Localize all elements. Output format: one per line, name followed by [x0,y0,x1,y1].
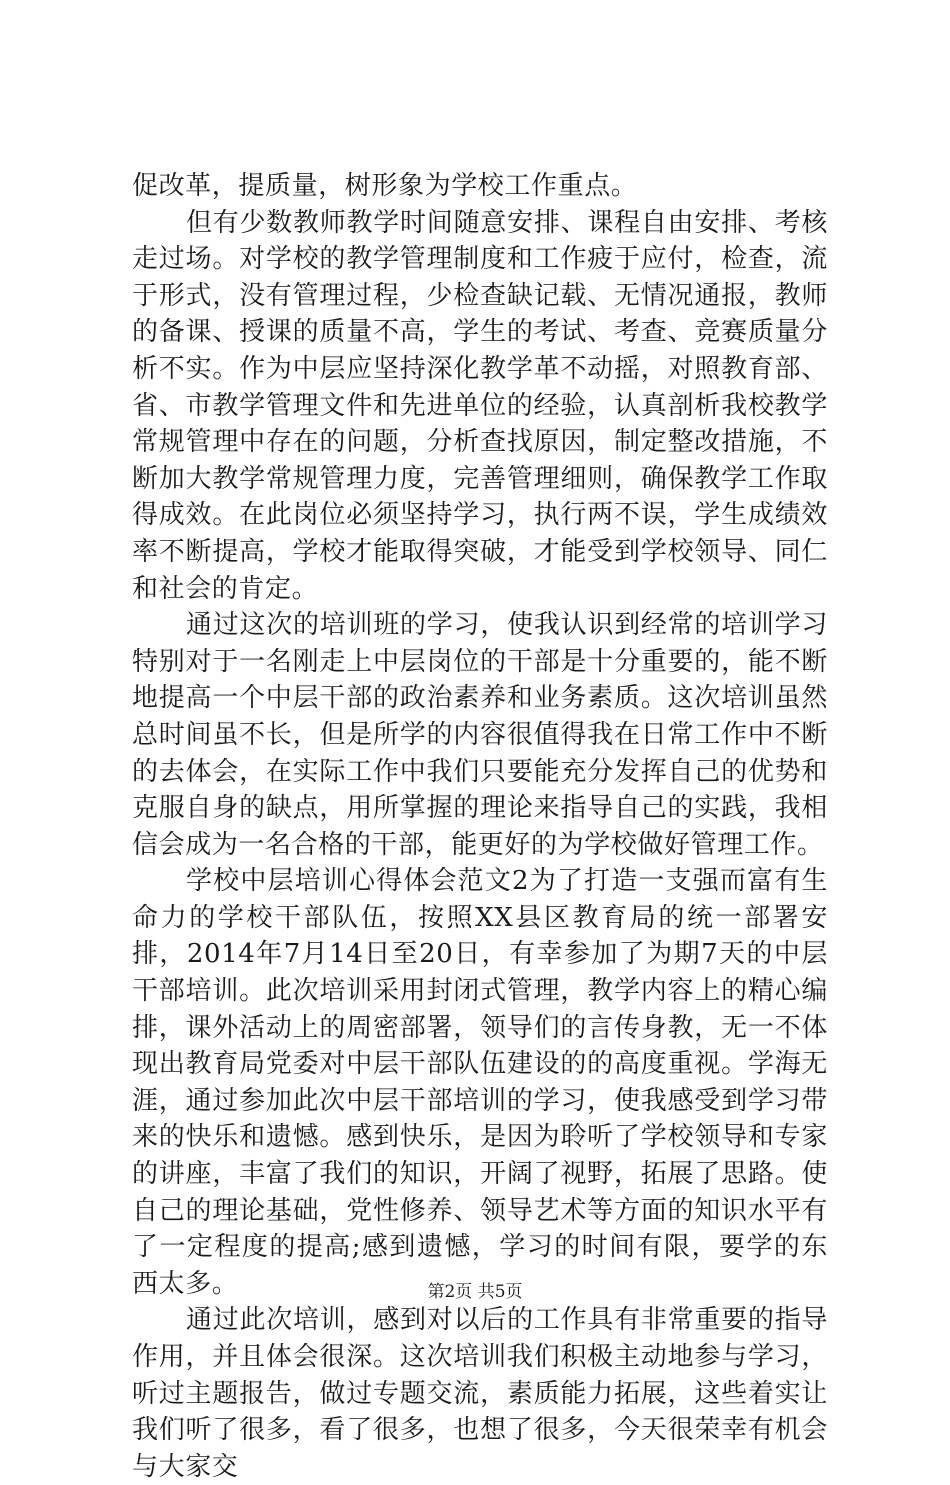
paragraph-3: 通过这次的培训班的学习，使我认识到经常的培训学习特别对于一名刚走上中层岗位的干部是十分重要的，能不断地提高一个中层干部的政治素养和业务素质。这次培训虽然总时间虽不长，但是所学的内容很值得我在日常工作中不断的去体会，在实际工作中我们只要能充分发挥自己的优势和克服自身的缺点，用所掌握的理论来指导自己的实践，我相信会成为一名合格的干部，能更好的为学校做好管理工作。 [132,610,828,860]
paragraph-4: 学校中层培训心得体会范文2为了打造一支强而富有生命力的学校干部队伍，按照XX县区教育局的统一部署安排，2014年7月14日至20日，有幸参加了为期7天的中层干部培训。此次培训采用封闭式管理，教学内容上的精心编排，课外活动上的周密部署，领导们的言传身教，无一不体现出教育局党委对中层干部队伍建设的的高度重视。学海无涯，通过参加此次中层干部培训的学习，使我感受到学习带来的快乐和遗憾。感到快乐，是因为聆听了学校领导和专家的讲座，丰富了我们的知识，开阔了视野，拓展了思路。使自己的理论基础，党性修养、领导艺术等方面的知识水平有了一定程度的提高;感到遗憾，学习的时间有限，要学的东西太多。 [132,866,828,1299]
paragraph-2: 但有少数教师教学时间随意安排、课程自由安排、考核走过场。对学校的教学管理制度和工作疲于应付，检查，流于形式，没有管理过程，少检查缺记载、无情况通报，教师的备课、授课的质量不高，学生的考试、考查、竞赛质量分析不实。作为中层应坚持深化教学革不动摇，对照教育部、省、市教学管理文件和先进单位的经验，认真剖析我校教学常规管理中存在的问题，分析查找原因，制定整改措施，不断加大教学常规管理力度，完善管理细则，确保教学工作取得成效。在此岗位必须坚持学习，执行两不误，学生成绩效率不断提高，学校才能取得突破，才能受到学校领导、同仁和社会的肯定。 [132,207,828,604]
paragraph-5: 通过此次培训，感到对以后的工作具有非常重要的指导作用，并且体会很深。这次培训我们积极主动地参与学习，听过主题报告，做过专题交流，素质能力拓展，这些着实让我们听了很多，看了很多，也想了很多，今天很荣幸有机会与大家交 [132,1305,828,1482]
page-number-footer: 第2页 共5页 [427,1282,523,1302]
paragraph-1: 促改革，提质量，树形象为学校工作重点。 [132,171,638,201]
